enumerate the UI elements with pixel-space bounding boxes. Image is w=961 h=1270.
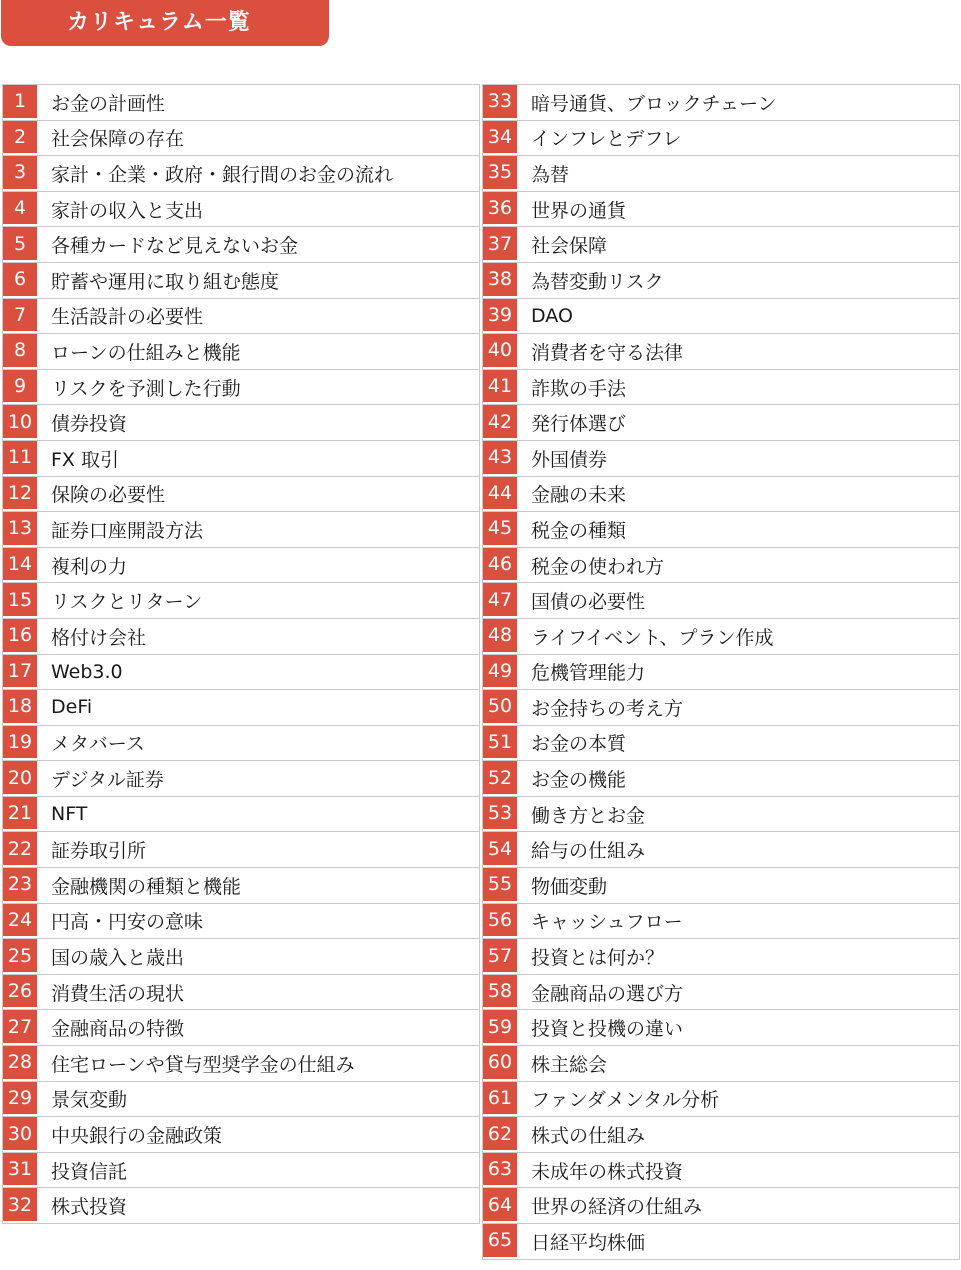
curriculum-number: 52 [483, 761, 517, 796]
curriculum-number: 38 [483, 263, 517, 298]
curriculum-row [2, 441, 480, 477]
curriculum-row [2, 583, 480, 619]
curriculum-number: 8 [3, 334, 37, 369]
curriculum-title: 税金の使われ方 [531, 555, 665, 578]
curriculum-title: Web3.0 [51, 660, 123, 683]
curriculum-number: 51 [483, 726, 517, 761]
curriculum-number: 12 [3, 477, 37, 512]
curriculum-row [2, 797, 480, 833]
curriculum-title: お金持ちの考え方 [531, 697, 684, 720]
curriculum-title: メタバース [51, 733, 145, 756]
curriculum-number: 26 [3, 975, 37, 1010]
curriculum-number: 42 [483, 405, 517, 440]
curriculum-row [2, 1082, 480, 1118]
curriculum-number: 33 [483, 85, 517, 120]
curriculum-row [482, 477, 960, 513]
curriculum-number: 32 [3, 1188, 37, 1223]
curriculum-row [482, 761, 960, 797]
curriculum-number: 10 [3, 405, 37, 440]
curriculum-number: 14 [3, 548, 37, 583]
curriculum-number: 36 [483, 192, 517, 227]
curriculum-row [482, 904, 960, 940]
curriculum-number: 3 [3, 156, 37, 191]
curriculum-title: お金の計画性 [51, 92, 166, 115]
curriculum-row [482, 512, 960, 548]
curriculum-title: DeFi [51, 696, 93, 719]
curriculum-title: 世界の経済の仕組み [531, 1196, 703, 1219]
curriculum-title: ライフイベント、プラン作成 [531, 626, 774, 649]
curriculum-row [482, 334, 960, 370]
curriculum-title: 投資とは何か？ [531, 947, 665, 970]
curriculum-row [482, 726, 960, 762]
curriculum-number: 22 [3, 832, 37, 867]
curriculum-row [2, 192, 480, 228]
curriculum-title: 投資と投機の違い [531, 1018, 684, 1041]
curriculum-number: 41 [483, 370, 517, 405]
curriculum-number: 64 [483, 1188, 517, 1223]
curriculum-row [482, 868, 960, 904]
curriculum-row [2, 761, 480, 797]
curriculum-row [2, 1010, 480, 1046]
curriculum-row [482, 1046, 960, 1082]
curriculum-number: 20 [3, 761, 37, 796]
curriculum-number: 6 [3, 263, 37, 298]
curriculum-row [482, 1188, 960, 1224]
curriculum-title: ファンダメンタル分析 [531, 1089, 720, 1112]
curriculum-number: 37 [483, 227, 517, 262]
curriculum-row [482, 939, 960, 975]
curriculum-title: 証券取引所 [51, 840, 147, 863]
curriculum-title: ローンの仕組みと機能 [51, 341, 241, 364]
curriculum-title: 中央銀行の金融政策 [51, 1125, 223, 1148]
curriculum-row [2, 1188, 480, 1224]
curriculum-title: 消費生活の現状 [51, 982, 185, 1005]
curriculum-title: 消費者を守る法律 [531, 341, 684, 364]
curriculum-title: 未成年の株式投資 [531, 1160, 684, 1183]
curriculum-number: 34 [483, 121, 517, 156]
curriculum-number: 55 [483, 868, 517, 903]
curriculum-row [482, 1224, 960, 1260]
curriculum-title: 金融商品の特徴 [51, 1018, 185, 1041]
curriculum-number: 11 [3, 441, 37, 476]
curriculum-row [2, 512, 480, 548]
curriculum-title: 国債の必要性 [531, 591, 646, 614]
curriculum-row [482, 370, 960, 406]
curriculum-row [482, 797, 960, 833]
curriculum-title: 発行体選び [531, 413, 627, 436]
curriculum-title: 外国債券 [531, 448, 608, 471]
curriculum-title: NFT [51, 803, 88, 826]
curriculum-row [482, 441, 960, 477]
curriculum-title: 貯蓄や運用に取り組む態度 [51, 270, 280, 293]
curriculum-number: 40 [483, 334, 517, 369]
curriculum-row [482, 1010, 960, 1046]
curriculum-number: 13 [3, 512, 37, 547]
curriculum-number: 54 [483, 832, 517, 867]
curriculum-row [2, 85, 480, 121]
curriculum-row [482, 405, 960, 441]
curriculum-number: 9 [3, 370, 37, 405]
curriculum-number: 4 [3, 192, 37, 227]
curriculum-number: 43 [483, 441, 517, 476]
curriculum-title: 暗号通貨、ブロックチェーン [531, 92, 777, 115]
curriculum-row [482, 1153, 960, 1189]
curriculum-row [2, 121, 480, 157]
curriculum-number: 1 [3, 85, 37, 120]
curriculum-title: 債券投資 [51, 413, 128, 436]
curriculum-row [2, 477, 480, 513]
curriculum-title: 為替変動リスク [531, 270, 664, 293]
curriculum-number: 7 [3, 299, 37, 334]
curriculum-number: 53 [483, 797, 517, 832]
curriculum-row [482, 690, 960, 726]
curriculum-title: キャッシュフロー [531, 911, 683, 934]
curriculum-row [2, 655, 480, 691]
curriculum-row [2, 405, 480, 441]
curriculum-title: 社会保障 [531, 235, 608, 258]
curriculum-title: 株主総会 [531, 1053, 608, 1076]
curriculum-number: 49 [483, 655, 517, 690]
curriculum-number: 61 [483, 1082, 517, 1117]
curriculum-title: 金融の未来 [531, 484, 627, 507]
curriculum-row [2, 832, 480, 868]
curriculum-title: リスクとリターン [51, 591, 203, 614]
curriculum-number: 47 [483, 583, 517, 618]
curriculum-title: 円高・円安の意味 [51, 911, 204, 934]
curriculum-title: デジタル証券 [51, 769, 164, 792]
curriculum-title: FX 取引 [51, 448, 119, 471]
curriculum-number: 56 [483, 904, 517, 939]
curriculum-row [2, 904, 480, 940]
curriculum-row [2, 975, 480, 1011]
curriculum-number: 24 [3, 904, 37, 939]
curriculum-number: 44 [483, 477, 517, 512]
curriculum-number: 57 [483, 939, 517, 974]
curriculum-number: 48 [483, 619, 517, 654]
curriculum-title: 証券口座開設方法 [51, 519, 204, 542]
curriculum-row [482, 1117, 960, 1153]
curriculum-title: 投資信託 [51, 1160, 128, 1183]
curriculum-title: 株式の仕組み [531, 1125, 646, 1148]
curriculum-row [482, 548, 960, 584]
curriculum-row [2, 939, 480, 975]
curriculum-row [2, 548, 480, 584]
curriculum-title: 物価変動 [531, 875, 608, 898]
curriculum-row [2, 1153, 480, 1189]
curriculum-row [482, 832, 960, 868]
curriculum-number: 31 [3, 1153, 37, 1188]
curriculum-number: 50 [483, 690, 517, 725]
curriculum-title: 為替 [531, 163, 570, 186]
curriculum-number: 39 [483, 299, 517, 334]
curriculum-number: 30 [3, 1117, 37, 1152]
curriculum-title: インフレとデフレ [531, 128, 682, 151]
curriculum-number: 45 [483, 512, 517, 547]
curriculum-title: 世界の通貨 [531, 199, 627, 222]
curriculum-title: 詐欺の手法 [531, 377, 627, 400]
curriculum-row [2, 1046, 480, 1082]
curriculum-row [482, 263, 960, 299]
curriculum-row [2, 619, 480, 655]
curriculum-row [2, 263, 480, 299]
curriculum-number: 60 [483, 1046, 517, 1081]
curriculum-title: 生活設計の必要性 [51, 306, 204, 329]
curriculum-number: 46 [483, 548, 517, 583]
curriculum-title: お金の機能 [531, 769, 627, 792]
curriculum-number: 59 [483, 1010, 517, 1045]
curriculum-header [1, 0, 329, 46]
curriculum-row [2, 370, 480, 406]
curriculum-title: 格付け会社 [51, 626, 147, 649]
curriculum-number: 28 [3, 1046, 37, 1081]
curriculum-title: DAO [531, 304, 573, 327]
curriculum-number: 16 [3, 619, 37, 654]
curriculum-title: 複利の力 [51, 555, 128, 578]
curriculum-title: 金融商品の選び方 [531, 982, 684, 1005]
curriculum-title: 景気変動 [51, 1089, 128, 1112]
curriculum-title: 社会保障の存在 [51, 128, 185, 151]
curriculum-number: 65 [483, 1224, 517, 1259]
curriculum-row [482, 156, 960, 192]
curriculum-number: 19 [3, 726, 37, 761]
curriculum-row [482, 1082, 960, 1118]
curriculum-number: 17 [3, 655, 37, 690]
curriculum-number: 27 [3, 1010, 37, 1045]
curriculum-title: 保険の必要性 [51, 484, 166, 507]
curriculum-row [482, 655, 960, 691]
curriculum-title: 危機管理能力 [531, 662, 646, 685]
curriculum-row [482, 975, 960, 1011]
curriculum-title: 国の歳入と歳出 [51, 947, 185, 970]
page-title: カリキュラム一覧 [67, 10, 251, 35]
curriculum-row [482, 121, 960, 157]
curriculum-number: 62 [483, 1117, 517, 1152]
curriculum-row [2, 868, 480, 904]
curriculum-title: 家計・企業・政府・銀行間のお金の流れ [51, 163, 394, 186]
curriculum-number: 63 [483, 1153, 517, 1188]
curriculum-row [482, 583, 960, 619]
curriculum-row [2, 299, 480, 335]
curriculum-title: 日経平均株価 [531, 1231, 646, 1254]
curriculum-title: 働き方とお金 [531, 804, 646, 827]
curriculum-row [482, 192, 960, 228]
curriculum-number: 25 [3, 939, 37, 974]
curriculum-list-left [2, 84, 480, 1224]
curriculum-title: 株式投資 [51, 1196, 128, 1219]
curriculum-title: 給与の仕組み [531, 840, 646, 863]
curriculum-row [2, 334, 480, 370]
curriculum-title: 家計の収入と支出 [51, 199, 204, 222]
curriculum-title: 税金の種類 [531, 519, 627, 542]
curriculum-number: 5 [3, 227, 37, 262]
curriculum-number: 18 [3, 690, 37, 725]
curriculum-number: 35 [483, 156, 517, 191]
curriculum-title: 金融機関の種類と機能 [51, 875, 242, 898]
curriculum-row [2, 227, 480, 263]
curriculum-row [482, 299, 960, 335]
curriculum-row [2, 690, 480, 726]
curriculum-number: 15 [3, 583, 37, 618]
curriculum-title: お金の本質 [531, 733, 627, 756]
curriculum-number: 29 [3, 1082, 37, 1117]
curriculum-row [2, 1117, 480, 1153]
curriculum-number: 58 [483, 975, 517, 1010]
curriculum-row [482, 227, 960, 263]
curriculum-number: 21 [3, 797, 37, 832]
curriculum-row [2, 726, 480, 762]
curriculum-row [2, 156, 480, 192]
curriculum-number: 2 [3, 121, 37, 156]
curriculum-row [482, 619, 960, 655]
curriculum-row [482, 85, 960, 121]
curriculum-title: 各種カードなど見えないお金 [51, 235, 299, 258]
curriculum-title: 住宅ローンや貸与型奨学金の仕組み [51, 1053, 355, 1076]
curriculum-list-right [482, 84, 960, 1260]
curriculum-title: リスクを予測した行動 [51, 377, 241, 400]
curriculum-number: 23 [3, 868, 37, 903]
